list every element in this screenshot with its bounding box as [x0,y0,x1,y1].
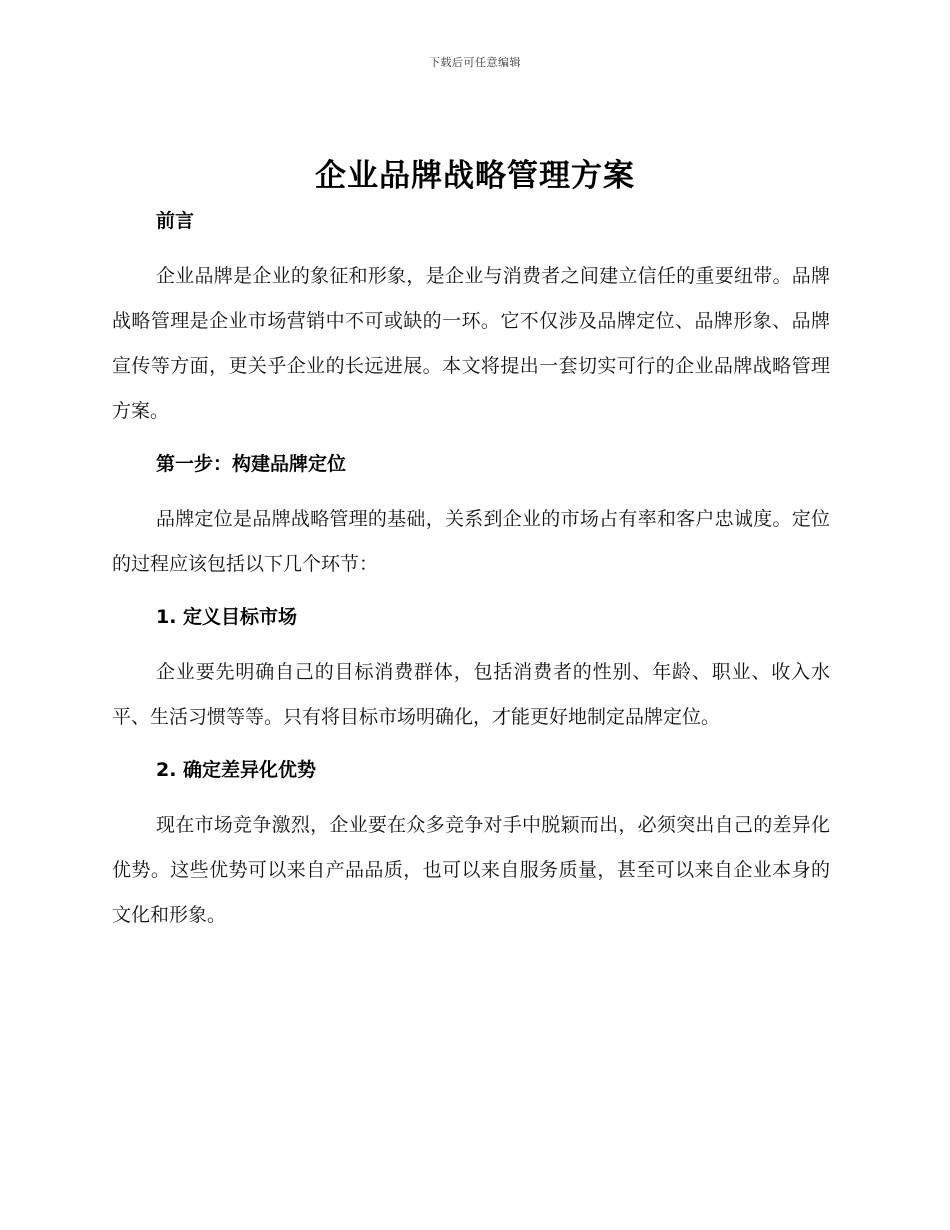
paragraph-item2: 现在市场竞争激烈，企业要在众多竞争对手中脱颖而出，必须突出自己的差异化优势。这些优势可以来自产品品质，也可以来自服务质量，甚至可以来自企业本身的文化和形象。 [112,814,830,926]
section-heading-item2: 2. 确定差异化优势 [156,759,317,781]
section-heading-step1: 第一步：构建品牌定位 [156,453,347,475]
paragraph-item1: 企业要先明确自己的目标消费群体，包括消费者的性别、年龄、职业、收入水平、生活习惯等等。只有将目标市场明确化，才能更好地制定品牌定位。 [112,661,830,728]
section-heading-item1: 1. 定义目标市场 [156,606,298,628]
document-title: 企业品牌战略管理方案 [315,158,635,194]
page-header-note: 下载后可任意编辑 [429,56,521,69]
section-heading-preface: 前言 [156,210,195,232]
document-body [112,204,830,938]
paragraph-step1: 品牌定位是品牌战略管理的基础，关系到企业的市场占有率和客户忠诚度。定位的过程应该包括以下几个环节： [112,508,830,575]
paragraph-preface: 企业品牌是企业的象征和形象，是企业与消费者之间建立信任的重要纽带。品牌战略管理是企业市场营销中不可或缺的一环。它不仅涉及品牌定位、品牌形象、品牌宣传等方面，更关乎企业的长远进展。本文将提出一套切实可行的企业品牌战略管理方案。 [112,265,830,422]
